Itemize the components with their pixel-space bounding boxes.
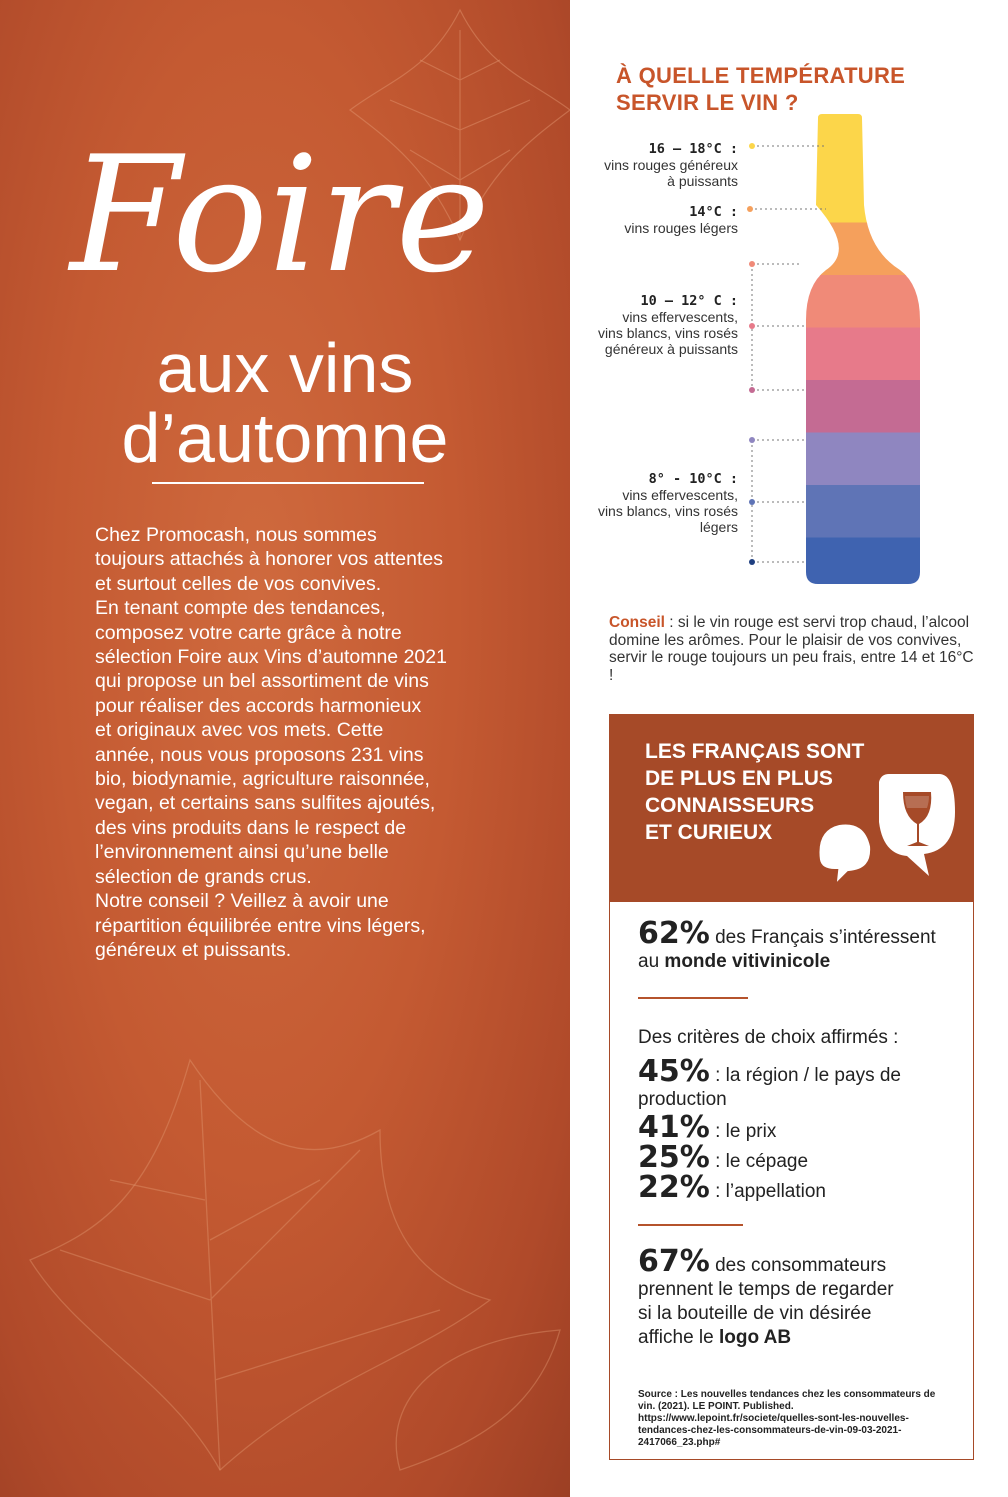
bottle-band-3: [740, 275, 940, 329]
bottle-band-6: [740, 433, 940, 487]
stats-header: [609, 714, 974, 902]
temp-level-2: [624, 203, 738, 236]
stat-67-line3: si la bouteille de vin désirée: [638, 1303, 872, 1324]
temp-level-1-line2: à puissants: [667, 173, 738, 189]
temperature-title: [616, 62, 905, 116]
title-script-text: Foire: [67, 121, 490, 308]
bottle-band-5: [740, 380, 940, 434]
criteria-title: Des critères de choix affirmés :: [638, 1027, 899, 1048]
criteria-22-pct: 22%: [638, 1170, 710, 1205]
speech-bubble-wine-glass-icon: [809, 772, 959, 892]
stat-62-pct: 62%: [638, 916, 710, 951]
temp-level-2-temp: 14°C :: [689, 204, 738, 220]
temp-level-4-temp: 8° - 10°C :: [648, 471, 738, 487]
leaf-decoration-bottom: [20, 1000, 570, 1480]
stats-divider-2: [638, 1224, 743, 1226]
intro-text: Chez Promocash, nous sommes toujours attachés à honorer vos attentes et surtout celles de vos convives. En tenant compte des tendances, composez votre carte grâce à notre sélection Foire aux Vins d’automne 2021 qui propose un bel assortiment de vins pour réaliser des accords harmonieux et originaux avec vos mets. Cette année, nous vous proposons 231 vins bio, biodynamie, agriculture raisonnée, vegan, et certains sans sulfites ajoutés, des vins produits dans le respect de l’environnement ainsi qu’une belle sélection de grands crus. Notre conseil ? Veillez à avoir une répartition équilibrée entre vins légers, généreux et puissants.: [95, 524, 447, 961]
stats-body: [609, 902, 974, 1460]
leader-dot-3c: [749, 387, 755, 393]
source-citation: Source : Les nouvelles tendances chez les consommateurs de vin. (2021). LE POINT. Published. https://www.lepoint.fr/societe/quelles-sont-les-nouvelles-tendances-chez-les-consommateurs-de-vin-09-03-2021-2417066_23.php#: [638, 1389, 936, 1448]
stat-62-text2: au: [638, 951, 665, 972]
leader-dot-4a: [749, 437, 755, 443]
stats-header-line2: DE PLUS EN PLUS: [645, 767, 833, 790]
subtitle-line1: aux vins: [156, 329, 414, 407]
criteria-25-text: : le cépage: [709, 1151, 809, 1172]
temp-level-2-line1: vins rouges légers: [624, 220, 738, 236]
temp-level-4: [598, 470, 738, 535]
stat-67-line4: affiche le: [638, 1327, 719, 1348]
temp-level-3-line1: vins effervescents,: [622, 309, 738, 325]
temp-level-1-line1: vins rouges généreux: [604, 157, 738, 173]
advice-body: : si le vin rouge est servi trop chaud, l’alcool domine les arômes. Pour le plaisir de vos convives, servir le rouge toujours un peu frais, entre 14 et 16°C !: [609, 614, 974, 684]
temp-level-4-line2: vins blancs, vins rosés: [597, 503, 738, 519]
criteria-41-pct: 41%: [638, 1110, 710, 1145]
stat-67-line2: prennent le temps de regarder: [638, 1279, 894, 1300]
leader-dot-4c: [749, 559, 755, 565]
temp-level-3-line3: généreux à puissants: [604, 341, 738, 357]
stat-67-text: des consommateurs: [709, 1255, 887, 1276]
criteria-22-text: : l’appellation: [709, 1181, 827, 1202]
leader-dot-3a: [749, 261, 755, 267]
stats-divider-1: [638, 997, 748, 999]
advice-label: Conseil: [609, 614, 665, 631]
bottle-bands: [740, 110, 940, 590]
temp-level-1: [604, 140, 738, 189]
stat-67: [638, 1244, 894, 1350]
stat-62: [638, 916, 936, 974]
subtitle-line2: d’automne: [121, 399, 449, 477]
temp-level-3: [598, 292, 738, 357]
stats-header-line1: LES FRANÇAIS SONT: [645, 740, 865, 763]
bottle-band-1: [740, 170, 940, 224]
criteria-22: [638, 1170, 827, 1205]
temp-level-4-line3: légers: [699, 519, 738, 535]
leader-dot-3b: [749, 323, 755, 329]
criteria-45-pct: 45%: [638, 1054, 710, 1089]
stats-header-line3: CONNAISSEURS: [645, 794, 815, 817]
leader-dot-1: [749, 143, 755, 149]
stat-67-pct: 67%: [638, 1244, 710, 1279]
bottle-band-2: [740, 223, 940, 277]
bottle-band-7: [740, 485, 940, 539]
criteria-45: [638, 1054, 901, 1112]
temp-level-4-line1: vins effervescents,: [622, 487, 738, 503]
criteria-41-text: : le prix: [709, 1121, 777, 1142]
temp-level-3-line2: vins blancs, vins rosés: [597, 325, 738, 341]
leader-dot-4b: [749, 499, 755, 505]
bottle-band-4: [740, 328, 940, 382]
criteria-45-text: : la région / le pays de: [709, 1065, 901, 1086]
stat-62-text: des Français s’intéressent: [709, 927, 936, 948]
temperature-title-line2: SERVIR LE VIN ?: [616, 90, 799, 115]
title-divider: [152, 482, 424, 484]
title-script: [60, 110, 500, 330]
bottle-band-0: [740, 110, 940, 170]
bottle-band-8: [740, 538, 940, 591]
temp-level-1-temp: 16 – 18°C :: [648, 141, 738, 157]
stats-header-line4: ET CURIEUX: [645, 821, 773, 844]
criteria-45-text2: production: [638, 1089, 727, 1110]
temperature-title-line1: À QUELLE TEMPÉRATURE: [616, 63, 906, 88]
stat-62-bold: monde vitivinicole: [664, 951, 831, 972]
stat-67-bold: logo AB: [718, 1327, 792, 1348]
temp-level-3-temp: 10 – 12° C :: [640, 293, 738, 309]
advice-text: [609, 614, 979, 684]
wine-bottle-illustration: [740, 110, 940, 590]
criteria-25-pct: 25%: [638, 1140, 710, 1175]
leader-dot-2: [747, 206, 753, 212]
